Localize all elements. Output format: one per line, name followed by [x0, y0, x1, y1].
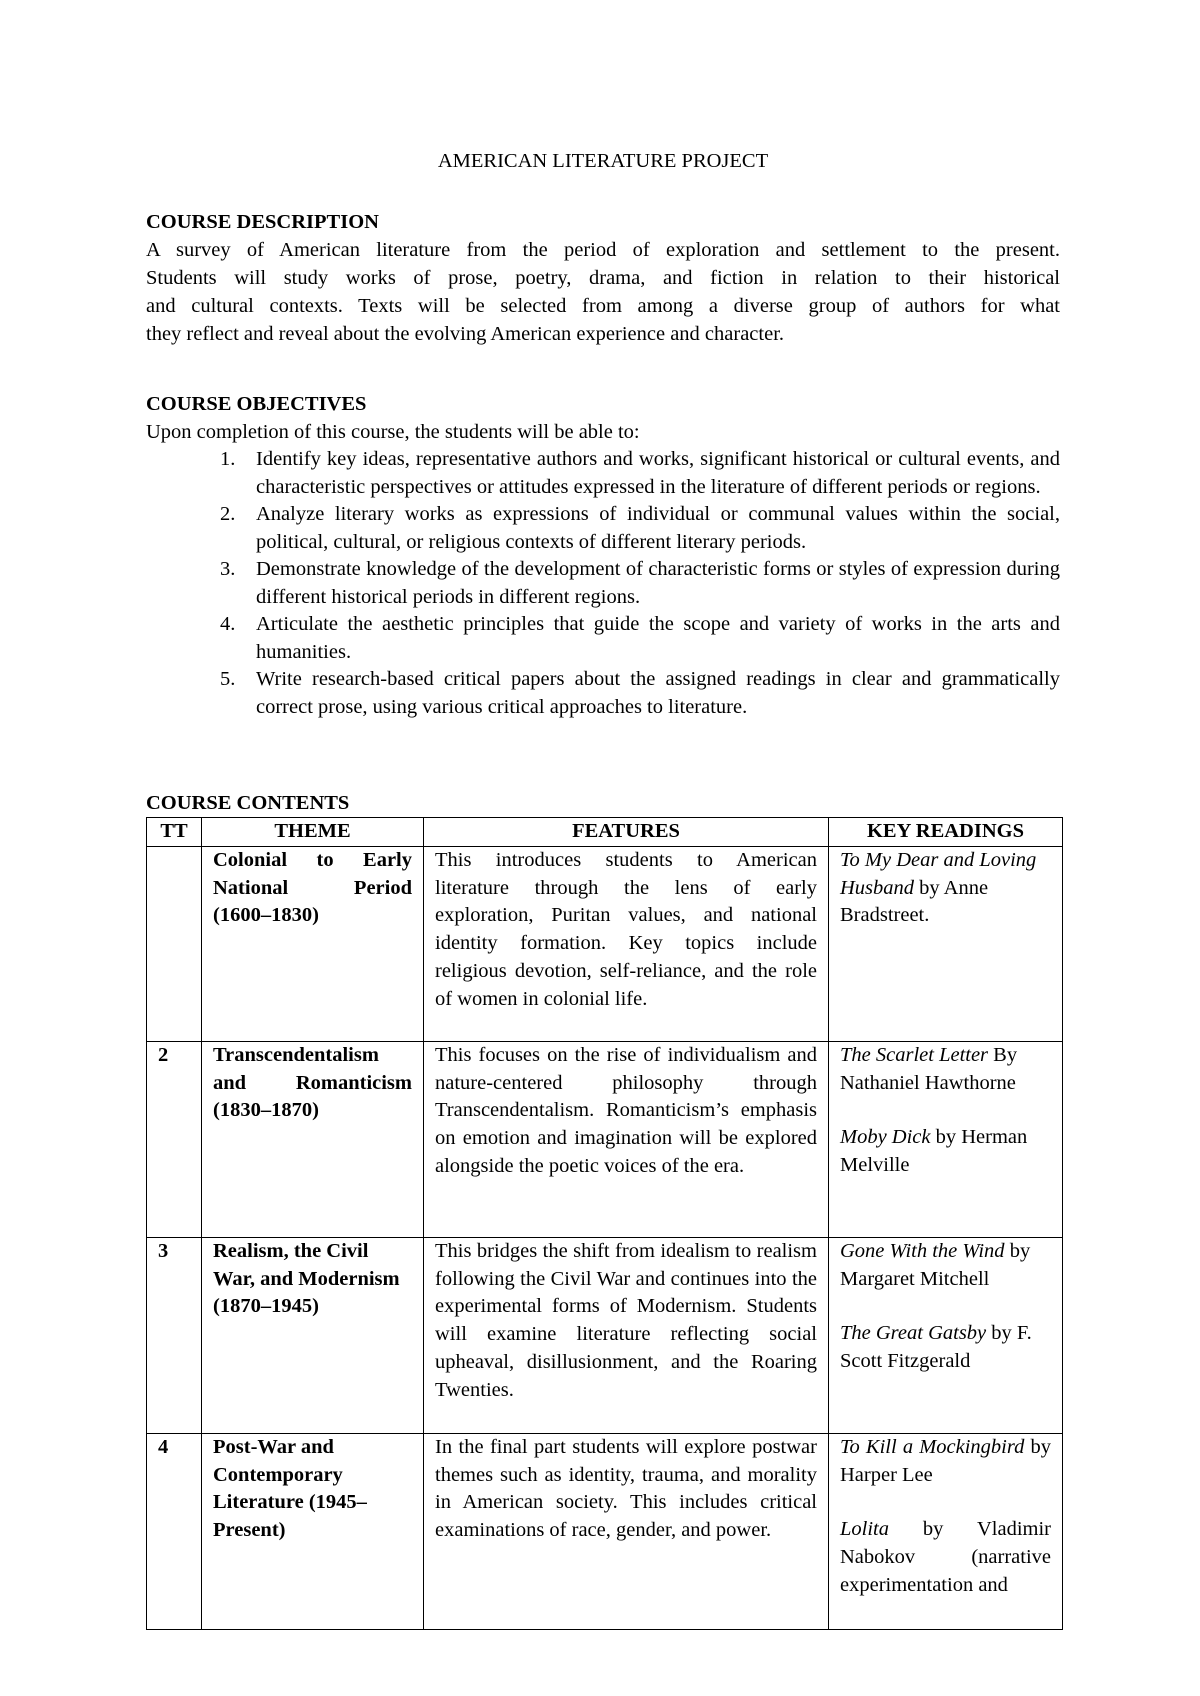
reading-author: by F. Scott Fitzgerald — [840, 1322, 1032, 1373]
objectives-intro: Upon completion of this course, the students will be able to: — [146, 421, 640, 443]
reading-spacer — [840, 1293, 1051, 1320]
objective-item — [220, 446, 1060, 501]
row-theme: Realism, the Civil War, and Modernism (1870–1945) — [202, 1237, 424, 1433]
row-key-readings — [829, 846, 1063, 1041]
reading-title: To Kill a Mockingbird — [840, 1435, 1025, 1458]
objective-number: 1. — [220, 448, 236, 470]
objective-text: Analyze literary works as expressions of individual or communal values within the social, political, cultural, or religious contexts of different literary periods. — [256, 503, 1060, 553]
course-description-body — [146, 236, 1060, 348]
row-key-readings — [829, 1433, 1063, 1629]
reading-author: by Margaret Mitchell — [840, 1239, 1031, 1290]
column-header-key-readings: KEY READINGS — [829, 818, 1063, 847]
objective-number: 3. — [220, 558, 236, 580]
row-tt: 2 — [147, 1041, 202, 1237]
objective-text: Write research-based critical papers about the assigned readings in clear and grammatically correct prose, using various critical approaches to literature. — [256, 668, 1060, 718]
objective-text: Demonstrate knowledge of the development of characteristic forms or styles of expression during different historical periods in different regions. — [256, 558, 1060, 608]
reading-title: To My Dear and Loving Husband — [840, 848, 1037, 899]
document-title: AMERICAN LITERATURE PROJECT — [437, 150, 769, 172]
table-row — [147, 1237, 1063, 1433]
column-header-features: FEATURES — [424, 818, 829, 847]
reading-title: Gone With the Wind — [840, 1239, 1005, 1262]
row-theme: Transcendentalism and Romanticism (1830–1870) — [202, 1041, 424, 1237]
reading-title: The Great Gatsby — [840, 1322, 987, 1345]
description-line: A survey of American literature from the period of exploration and settlement to the present. — [146, 239, 1060, 261]
reading-entry — [840, 1434, 1051, 1490]
objective-item — [220, 611, 1060, 666]
row-tt — [147, 846, 202, 1041]
objective-text: Identify key ideas, representative authors and works, significant historical or cultural events, and characteristic perspectives or attitudes expressed in the literature of different periods or regions. — [256, 448, 1060, 498]
row-tt: 4 — [147, 1433, 202, 1629]
reading-author: by Harper Lee — [840, 1435, 1052, 1486]
reading-author: by Anne Bradstreet. — [840, 876, 989, 927]
course-objectives-section — [146, 390, 1060, 721]
reading-author: by Herman Melville — [840, 1126, 1028, 1177]
reading-entry — [840, 1238, 1051, 1294]
row-key-readings — [829, 1041, 1063, 1237]
objective-item — [220, 666, 1060, 721]
objective-number: 5. — [220, 668, 236, 690]
column-header-theme: THEME — [202, 818, 424, 847]
table-header-row — [147, 818, 1063, 847]
description-line: they reflect and reveal about the evolving American experience and character. — [146, 323, 785, 345]
table-row — [147, 846, 1063, 1041]
course-contents-table — [146, 817, 1063, 1630]
objectives-list — [146, 446, 1060, 721]
row-features: This focuses on the rise of individualism and nature-centered philosophy through Transcendentalism. Romanticism’s emphasis on emotion and imagination will be explored alongside the poetic voices of the era. — [424, 1041, 829, 1237]
course-contents-heading: COURSE CONTENTS — [146, 792, 350, 814]
row-theme: Colonial to Early National Period (1600–1830) — [202, 846, 424, 1041]
reading-spacer — [840, 1489, 1051, 1516]
reading-entry — [840, 1516, 1051, 1599]
reading-author: by Vladimir Nabokov (narrative experimentation and — [840, 1518, 1051, 1596]
course-description-heading: COURSE DESCRIPTION — [146, 211, 379, 233]
reading-title: The Scarlet Letter — [840, 1043, 989, 1066]
row-features: This introduces students to American literature through the lens of early exploration, Puritan values, and national identity formation. Key topics include religious devotion, self-reliance, and the role of women in colonial life. — [424, 846, 829, 1041]
reading-entry — [840, 1124, 1051, 1180]
description-line: Students will study works of prose, poetry, drama, and fiction in relation to their historical — [146, 267, 1060, 289]
row-theme: Post-War and Contemporary Literature (1945–Present) — [202, 1433, 424, 1629]
objective-number: 4. — [220, 613, 236, 635]
course-description-section — [146, 208, 1060, 348]
objective-item — [220, 556, 1060, 611]
reading-title: Moby Dick — [840, 1126, 931, 1149]
row-features: In the final part students will explore postwar themes such as identity, trauma, and morality in American society. This includes critical examinations of race, gender, and power. — [424, 1433, 829, 1629]
row-features: This bridges the shift from idealism to realism following the Civil War and continues into the experimental forms of Modernism. Students will examine literature reflecting social upheaval, disillusionment, and the Roaring Twenties. — [424, 1237, 829, 1433]
reading-author: By Nathaniel Hawthorne — [840, 1043, 1018, 1094]
objective-item — [220, 501, 1060, 556]
description-line: and cultural contexts. Texts will be selected from among a diverse group of authors for what — [146, 295, 1060, 317]
reading-spacer — [840, 1097, 1051, 1124]
reading-title: Lolita — [840, 1518, 889, 1541]
table-row — [147, 1041, 1063, 1237]
column-header-tt: TT — [147, 818, 202, 847]
reading-entry — [840, 1042, 1051, 1098]
row-tt: 3 — [147, 1237, 202, 1433]
objective-text: Articulate the aesthetic principles that guide the scope and variety of works in the arts and humanities. — [256, 613, 1060, 663]
row-key-readings — [829, 1237, 1063, 1433]
reading-entry — [840, 1320, 1051, 1376]
objective-number: 2. — [220, 503, 236, 525]
course-objectives-heading: COURSE OBJECTIVES — [146, 393, 367, 415]
table-row — [147, 1433, 1063, 1629]
reading-entry — [840, 847, 1051, 930]
